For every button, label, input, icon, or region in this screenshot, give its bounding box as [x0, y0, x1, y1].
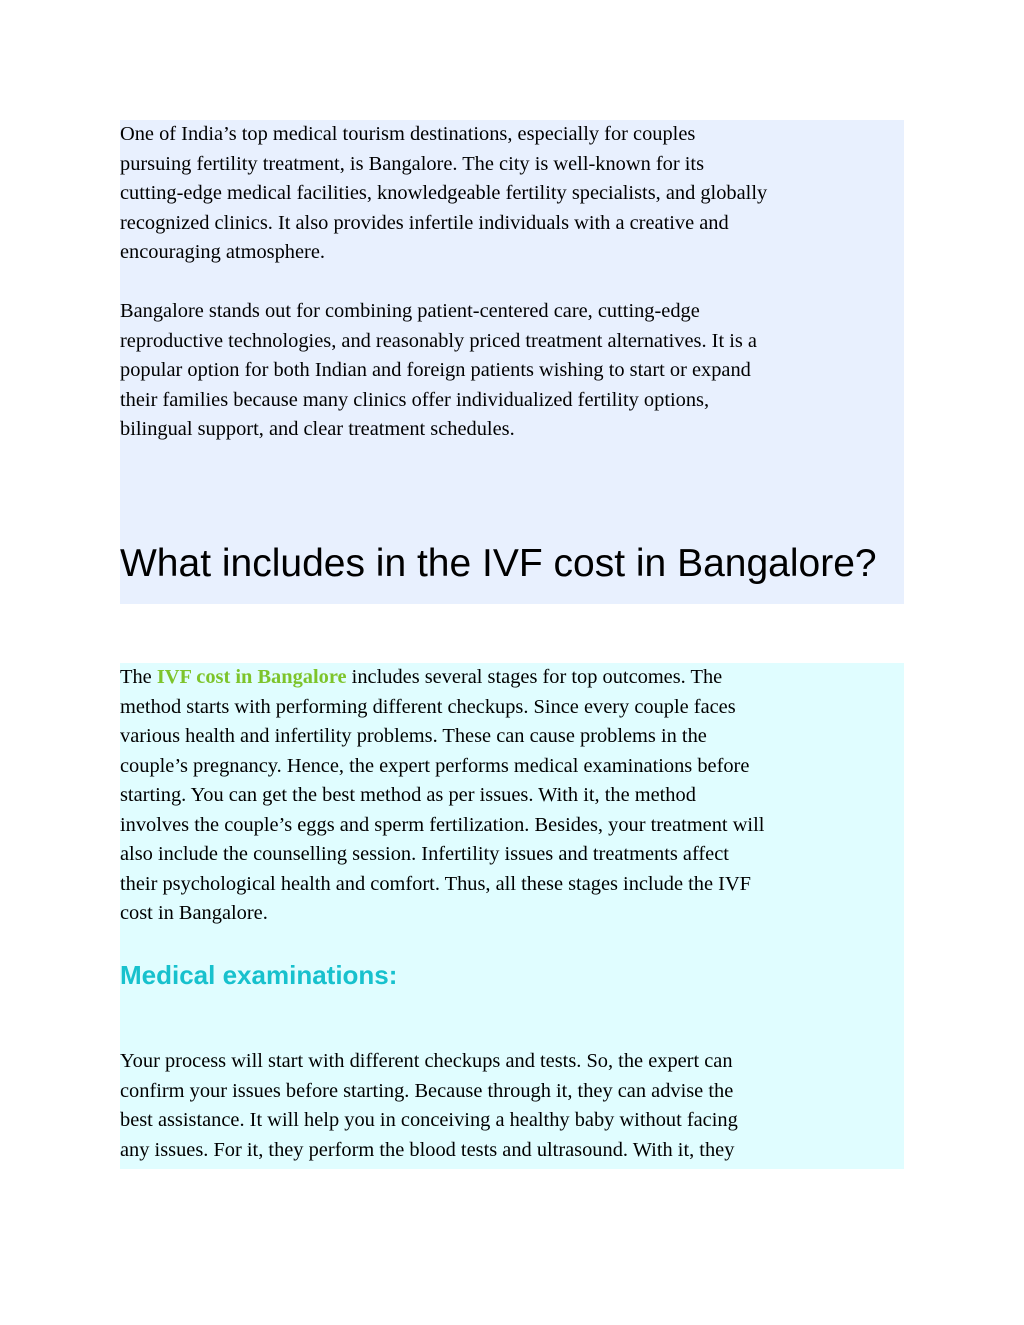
text-line: any issues. For it, they perform the blood tests and ultrasound. With it, they [120, 1138, 735, 1161]
text-line: Bangalore stands out for combining patient-centered care, cutting-edge [120, 300, 700, 322]
text-line: involves the couple’s eggs and sperm fertilization. Besides, your treatment will [120, 813, 765, 836]
text-line: their psychological health and comfort. Thus, all these stages include the IVF [120, 872, 752, 895]
text-line: encouraging atmosphere. [120, 241, 325, 263]
text-line: also include the counselling session. Infertility issues and treatments affect [120, 843, 729, 865]
text-line: method starts with performing different checkups. Since every couple faces [120, 695, 736, 718]
ivf-cost-link[interactable]: IVF cost in Bangalore [156, 666, 347, 688]
text-line: various health and infertility problems. These can cause problems in the [120, 725, 707, 747]
text-line: best assistance. It will help you in conceiving a healthy baby without facing [120, 1109, 738, 1131]
medical-examinations-paragraph [120, 1047, 904, 1165]
text-prefix: The [120, 666, 152, 688]
text-line: starting. You can get the best method as per issues. With it, the method [120, 784, 696, 806]
ivf-cost-paragraph [120, 663, 904, 929]
text-line: their families because many clinics offer individualized fertility options, [120, 388, 710, 411]
text-line: cost in Bangalore. [120, 902, 268, 924]
text-line: One of India’s top medical tourism destinations, especially for couples [120, 123, 696, 145]
medical-examinations-subheading: Medical examinations: [120, 960, 398, 990]
intro-paragraph-2 [120, 297, 904, 445]
text-line: pursuing fertility treatment, is Bangalore. The city is well-known for its [120, 152, 705, 175]
text-line: confirm your issues before starting. Because through it, they can advise the [120, 1079, 734, 1102]
text-line [120, 663, 904, 693]
intro-paragraph-1 [120, 120, 904, 268]
text-line: popular option for both Indian and foreign patients wishing to start or expand [120, 359, 751, 381]
text-suffix: includes several stages for top outcomes. The [351, 666, 723, 688]
text-line: reproductive technologies, and reasonably priced treatment alternatives. It is a [120, 329, 757, 352]
text-line: recognized clinics. It also provides infertile individuals with a creative and [120, 211, 729, 234]
text-line: bilingual support, and clear treatment schedules. [120, 418, 515, 440]
text-line: cutting-edge medical facilities, knowledgeable fertility specialists, and globally [120, 182, 768, 204]
ivf-cost-section [120, 663, 904, 1169]
text-line: Your process will start with different checkups and tests. So, the expert can [120, 1050, 733, 1072]
text-line: couple’s pregnancy. Hence, the expert performs medical examinations before [120, 754, 750, 777]
section-heading: What includes in the IVF cost in Bangalore? [120, 542, 877, 585]
intro-block [120, 120, 904, 604]
